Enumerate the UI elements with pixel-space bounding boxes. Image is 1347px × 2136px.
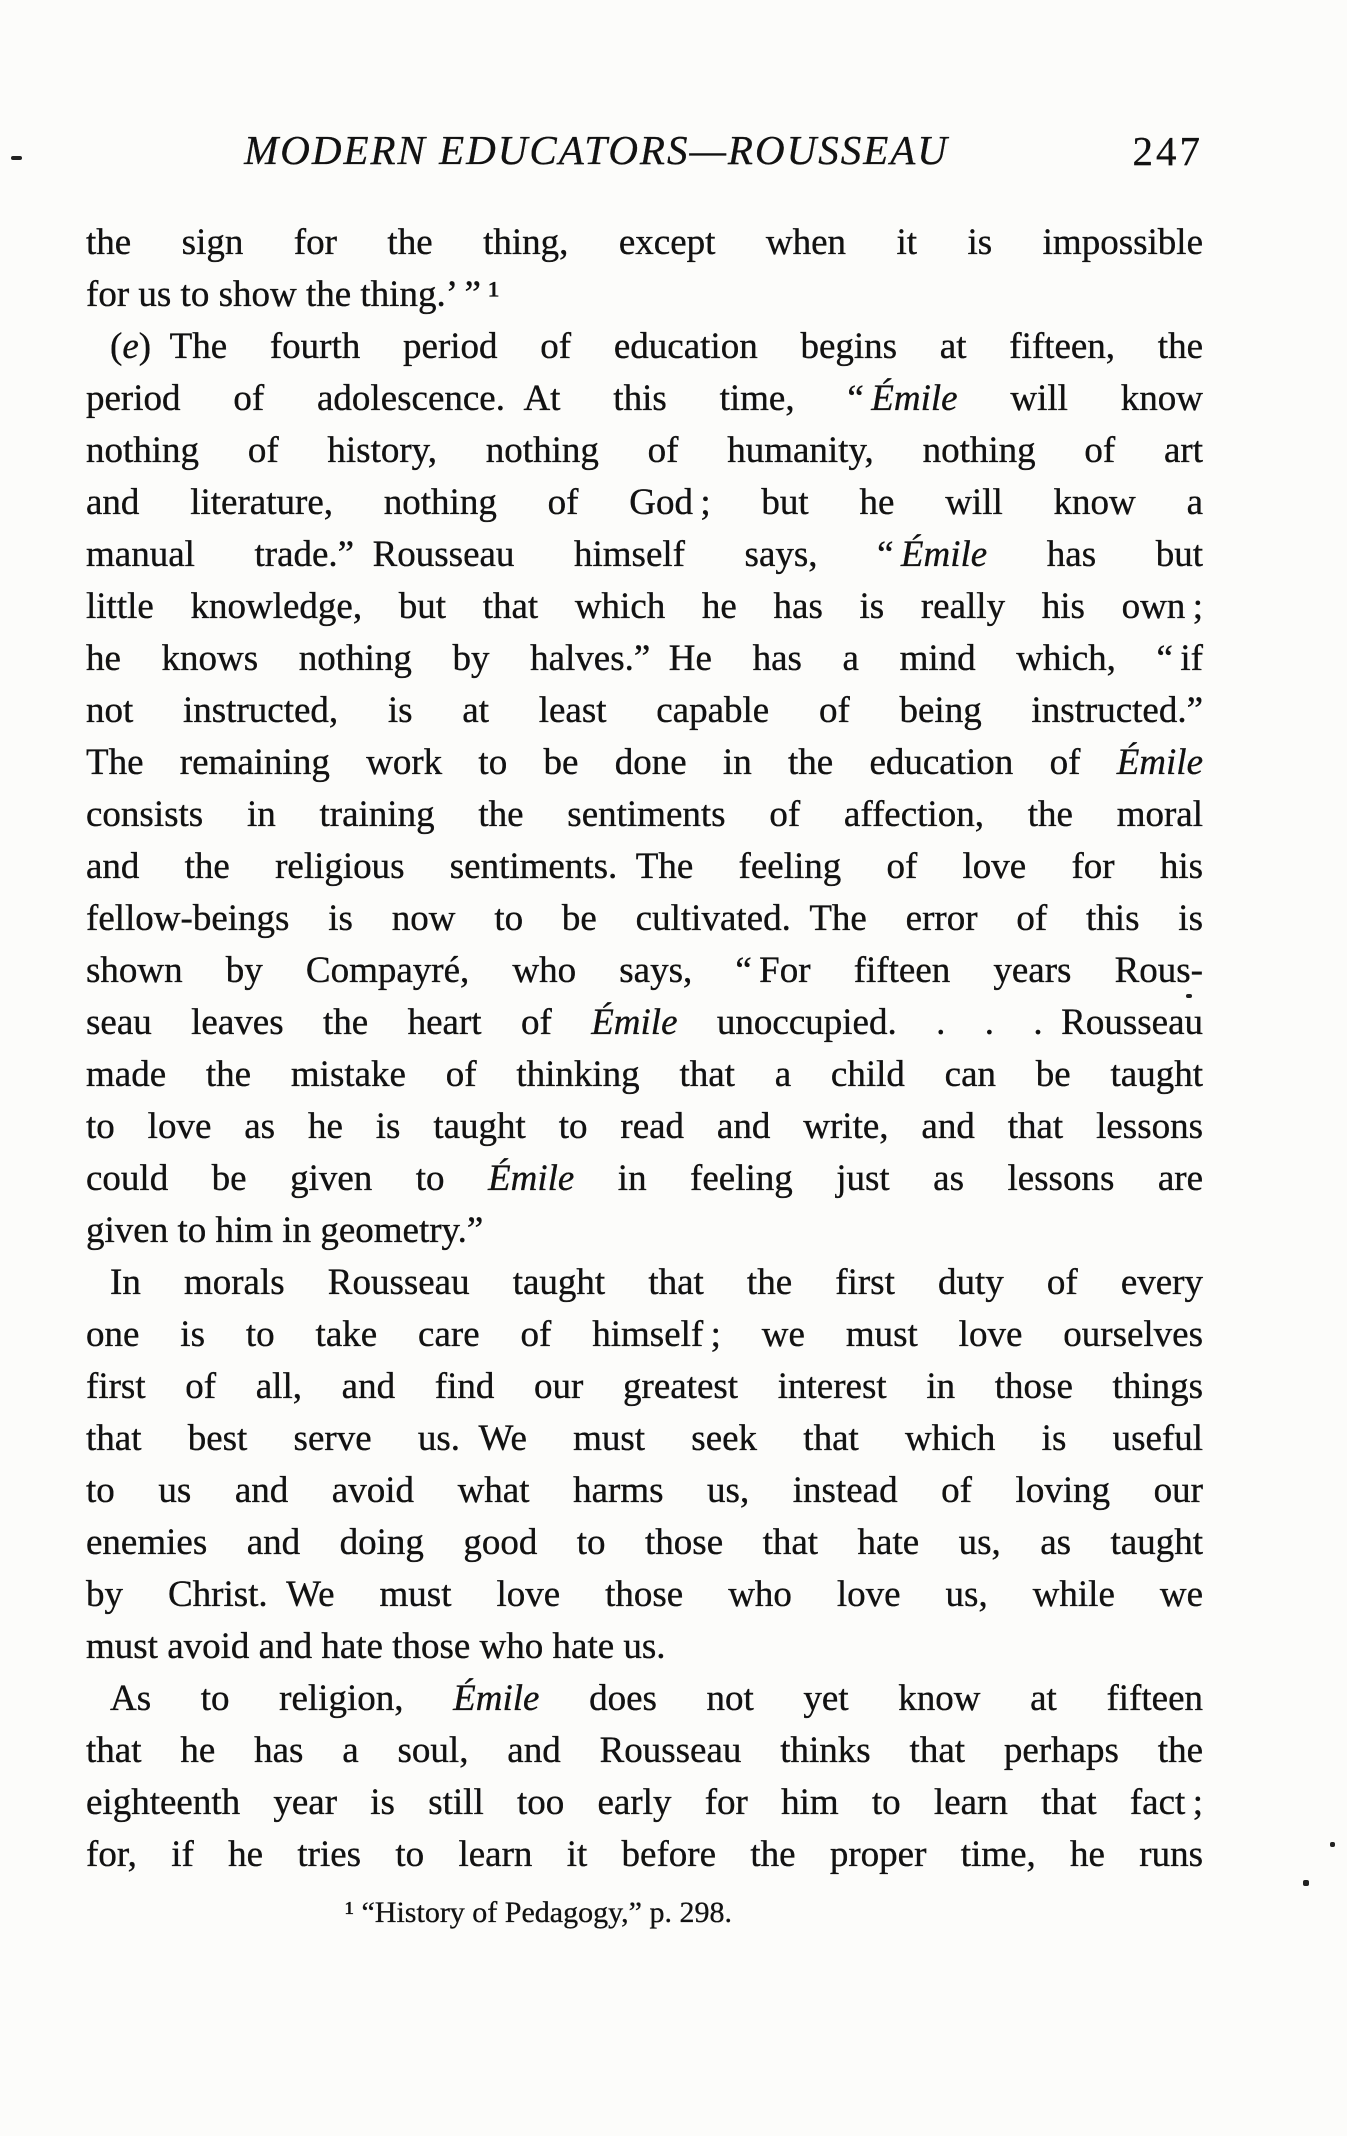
text-line: (e) The fourth period of education begins at fifteen, the <box>110 326 1203 367</box>
text-line: made the mistake of thinking that a child can be taught <box>86 1054 1203 1095</box>
text-line: one is to take care of himself ; we must love ourselves <box>86 1314 1203 1355</box>
text-line: As to religion, Émile does not yet know at fifteen <box>110 1678 1203 1719</box>
text-line: to love as he is taught to read and write, and that lessons <box>86 1106 1203 1147</box>
text-line: that he has a soul, and Rousseau thinks that perhaps the <box>86 1730 1203 1771</box>
text-line: not instructed, is at least capable of being instructed.” <box>86 690 1203 731</box>
scan-artifact <box>1186 994 1192 998</box>
text-line: enemies and doing good to those that hate us, as taught <box>86 1522 1203 1563</box>
page-header-title: MODERN EDUCATORS—ROUSSEAU <box>244 127 949 173</box>
text-line: first of all, and find our greatest interest in those things <box>86 1366 1203 1407</box>
footnote: ¹ “History of Pedagogy,” p. 298. <box>345 1896 732 1929</box>
running-head <box>86 126 1203 182</box>
scan-artifact <box>11 156 22 160</box>
scan-artifact <box>1303 1880 1309 1886</box>
text-line: he knows nothing by halves.” He has a mind which, “ if <box>86 638 1203 679</box>
text-line: The remaining work to be done in the education of Émile <box>86 742 1203 783</box>
text-line: eighteenth year is still too early for him to learn that fact ; <box>86 1782 1203 1823</box>
text-line: In morals Rousseau taught that the first duty of every <box>110 1262 1203 1303</box>
text-line: period of adolescence. At this time, “ Émile will know <box>86 378 1203 419</box>
text-line: consists in training the sentiments of affection, the moral <box>86 794 1203 835</box>
text-line: manual trade.” Rousseau himself says, “ Émile has but <box>86 534 1203 575</box>
text-line: shown by Compayré, who says, “ For fifteen years Rous- <box>86 950 1203 991</box>
text-line: to us and avoid what harms us, instead of loving our <box>86 1470 1203 1511</box>
text-line: nothing of history, nothing of humanity, nothing of art <box>86 430 1203 471</box>
text-line: fellow-beings is now to be cultivated. The error of this is <box>86 898 1203 939</box>
text-line: given to him in geometry.” <box>86 1210 484 1251</box>
page-number: 247 <box>1132 128 1203 174</box>
text-line: by Christ. We must love those who love us, while we <box>86 1574 1203 1615</box>
text-line: for us to show the thing.’ ” ¹ <box>86 274 500 315</box>
text-line: and literature, nothing of God ; but he will know a <box>86 482 1203 523</box>
scan-artifact <box>1330 1842 1335 1847</box>
text-line: could be given to Émile in feeling just as lessons are <box>86 1158 1203 1199</box>
text-line: that best serve us. We must seek that which is useful <box>86 1418 1203 1459</box>
text-line: the sign for the thing, except when it is impossible <box>86 222 1203 263</box>
text-line: little knowledge, but that which he has is really his own ; <box>86 586 1203 627</box>
text-line: for, if he tries to learn it before the proper time, he runs <box>86 1834 1203 1875</box>
text-line: seau leaves the heart of Émile unoccupied. . . . Rousseau <box>86 1002 1203 1043</box>
text-line: must avoid and hate those who hate us. <box>86 1626 666 1667</box>
text-line: and the religious sentiments. The feeling of love for his <box>86 846 1203 887</box>
body-text <box>86 217 1203 1881</box>
